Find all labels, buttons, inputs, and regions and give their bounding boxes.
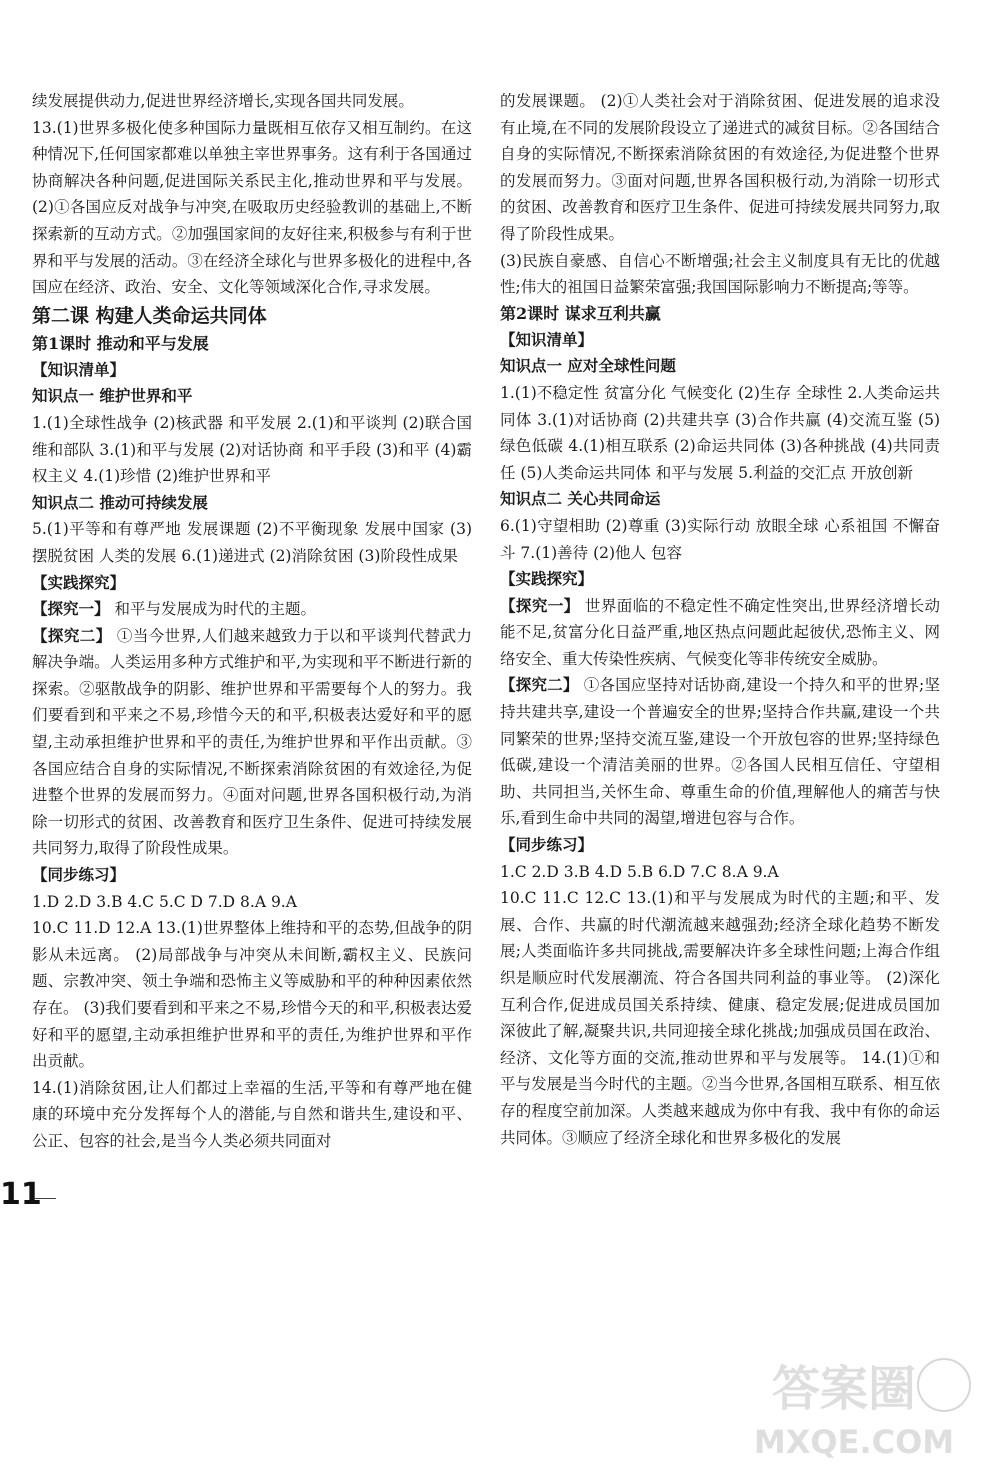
inquiry-tag: 【探究二】 xyxy=(32,625,112,645)
answer-paragraph: 14.(1)消除贫困,让人们都过上幸福的生活,平等和有尊严地在健康的环境中充分发挥每个人的潜能,与自然和谐共生,建设和平、公正、包容的社会,是当今人类必须共同面对 xyxy=(32,1078,472,1150)
answer-paragraph: 6.(1)守望相助 (2)尊重 (3)实际行动 放眼全球 心系祖国 不懈奋斗 7.(1)善待 (2)他人 包容 xyxy=(500,516,940,562)
block-header: 【同步练习】 xyxy=(500,835,594,855)
inquiry-paragraph xyxy=(32,623,472,862)
inquiry-tag: 【探究二】 xyxy=(500,675,579,695)
inquiry-text: ①当今世界,人们越来越致力于以和平谈判代替武力解决争端。人类运用多种方式维护和平,为实现和平不断进行新的探索。②驱散战争的阴影、维护世界和平需要每个人的努力。我们要看到和平来之不易,珍惜今天的和平,积极表达爱好和平的愿望,主动承担维护世界和平的责任,为维护世界和平作出贡献。③各国应结合自身的实际情况,不断探索消除贫困的有效途径,为促进整个世界的发展而努力。④面对问题,世界各国积极行动,为消除一切形式的贫困、改善教育和医疗卫生条件、促进可持续发展共同努力,取得了阶段性成果。 xyxy=(32,626,472,858)
knowledge-point-heading: 知识点一 应对全球性问题 xyxy=(500,356,676,376)
block-header: 【同步练习】 xyxy=(32,865,126,885)
block-header: 【知识清单】 xyxy=(500,329,594,349)
block-header: 【实践探究】 xyxy=(500,569,594,589)
answer-paragraph: 13.(1)世界多极化使多种国际力量既相互依存又相互制约。在这种情况下,任何国家都难以单独主宰世界事务。这有利于各国通过协商解决各种问题,促进国际关系民主化,推动世界和平与发展。 (2)①各国应反对战争与冲突,在吸取历史经验教训的基础上,不断探索新的互动方式。②加强国家间的友好往来,积极参与有利于世界和平与发展的活动。③在经济全球化与世界多极化的进程中,各国应在经济、政治、安全、文化等领域深化合作,寻求发展。 xyxy=(32,118,472,297)
answer-paragraph: 5.(1)平等和有尊严地 发展课题 (2)不平衡现象 发展中国家 (3)摆脱贫困 人类的发展 6.(1)递进式 (2)消除贫困 (3)阶段性成果 xyxy=(32,520,472,565)
lesson-title: 第2课时 谋求互利共赢 xyxy=(500,303,661,323)
left-column xyxy=(32,88,472,1155)
lesson-title: 第1课时 推动和平与发展 xyxy=(32,333,209,353)
answer-paragraph: 10.C 11.C 12.C 13.(1)和平与发展成为时代的主题;和平、发展、合作、共赢的时代潮流越来越强劲;经济全球化趋势不断发展;人类面临许多共同挑战,需要解决许多全球性问题;上海合作组织是顺应时代发展潮流、符合各国共同利益的事业等。 (2)深化互利合作,促进成员国关系持续、健康、稳定发展;促进成员国加深彼此了解,凝聚共识,共同迎接全球化挑战;加强成员国在政治、经济、文化等方面的交流,推动世界和平与发展等。 14.(1)①和平与发展是当今时代的主题。②当今世界,各国相互联系、相互依存的程度空前加深。人类越来越成为你中有我、我中有你的命运共同体。③顺应了经济全球化和世界多极化的发展 xyxy=(500,889,940,1147)
answer-paragraph: 10.C 11.D 12.A 13.(1)世界整体上维持和平的态势,但战争的阴影从未远离。 (2)局部战争与冲突从未间断,霸权主义、民族问题、宗教冲突、领土争端和恐怖主义等威胁和平的种种因素依然存在。 (3)我们要看到和平来之不易,珍惜今天的和平,积极表达爱好和平的愿望,主动承担维护世界和平的责任,为维护世界和平作出贡献。 xyxy=(32,919,472,1071)
inquiry-paragraph xyxy=(32,596,472,623)
inquiry-paragraph xyxy=(500,672,940,832)
inquiry-text: 和平与发展成为时代的主题。 xyxy=(109,600,316,619)
page-number: 11 xyxy=(0,1177,42,1212)
inquiry-tag: 【探究一】 xyxy=(500,595,580,615)
knowledge-point-heading: 知识点一 维护世界和平 xyxy=(32,386,193,406)
answer-paragraph: 1.(1)不稳定性 贫富分化 气候变化 (2)生存 全球性 2.人类命运共同体 3.(1)对话协商 (2)共建共享 (3)合作共赢 (4)交流互鉴 (5)绿色低碳 4.(1)相互联系 (2)命运共同体 (3)各种挑战 (4)共同责任 (5)人类命运共同体 和平与发展 5.利益的交汇点 开放创新 xyxy=(500,383,940,482)
answer-paragraph: (3)民族自豪感、自信心不断增强;社会主义制度具有无比的优越性;伟大的祖国日益繁荣富强;我国国际影响力不断提高;等等。 xyxy=(500,251,940,297)
inquiry-tag: 【探究一】 xyxy=(32,599,110,619)
watermark-logo xyxy=(694,1345,994,1465)
answer-paragraph: 1.(1)全球性战争 (2)核武器 和平发展 2.(1)和平谈判 (2)联合国 维和部队 3.(1)和平与发展 (2)对话协商 和平手段 (3)和平 (4)霸权主义 4.(1)珍惜 (2)维护世界和平 xyxy=(32,413,472,486)
answer-paragraph: 1.D 2.D 3.B 4.C 5.C D 7.D 8.A 9.A xyxy=(32,892,297,911)
answer-paragraph: 的发展课题。 (2)①人类社会对于消除贫困、促进发展的追求没有止境,在不同的发展阶段设立了递进式的减贫目标。②各国结合自身的实际情况,不断探索消除贫困的有效途径,为促进整个世界的发展而努力。③面对问题,世界各国积极行动,为消除一切形式的贫困、改善教育和医疗卫生条件、促进可持续发展共同努力,取得了阶段性成果。 xyxy=(500,92,940,243)
block-header: 【实践探究】 xyxy=(32,572,126,592)
page-number-rule xyxy=(34,1198,56,1199)
watermark-text-1: 答案圈 xyxy=(771,1361,917,1417)
answer-paragraph: 1.C 2.D 3.B 4.D 5.B 6.D 7.C 8.A 9.A xyxy=(500,862,779,881)
inquiry-text: ①各国应坚持对话协商,建设一个持久和平的世界;坚持共建共享,建设一个普遍安全的世界;坚持合作共赢,建设一个共同繁荣的世界;坚持交流互鉴,建设一个开放包容的世界;坚持绿色低碳,建设一个清洁美丽的世界。②各国人民相互信任、守望相助、共同担当,关怀生命、尊重生命的价值,理解他人的痛苦与快乐,看到生命中共同的渴望,增进包容与合作。 xyxy=(500,676,940,828)
inquiry-paragraph xyxy=(500,593,940,673)
right-column xyxy=(500,88,940,1151)
inquiry-text: 世界面临的不稳定性不确定性突出,世界经济增长动能不足,贫富分化日益严重,地区热点问题此起彼伏,恐怖主义、网络安全、重大传染性疾病、气候变化等非传统安全威胁。 xyxy=(500,596,940,668)
knowledge-point-heading: 知识点二 关心共同命运 xyxy=(500,489,661,509)
answer-paragraph: 续发展提供动力,促进世界经济增长,实现各国共同发展。 xyxy=(32,92,414,110)
knowledge-point-heading: 知识点二 推动可持续发展 xyxy=(32,492,208,512)
section-title: 第二课 构建人类命运共同体 xyxy=(32,304,267,327)
watermark-text-2: MXQE.COM xyxy=(753,1423,955,1461)
block-header: 【知识清单】 xyxy=(32,359,126,379)
